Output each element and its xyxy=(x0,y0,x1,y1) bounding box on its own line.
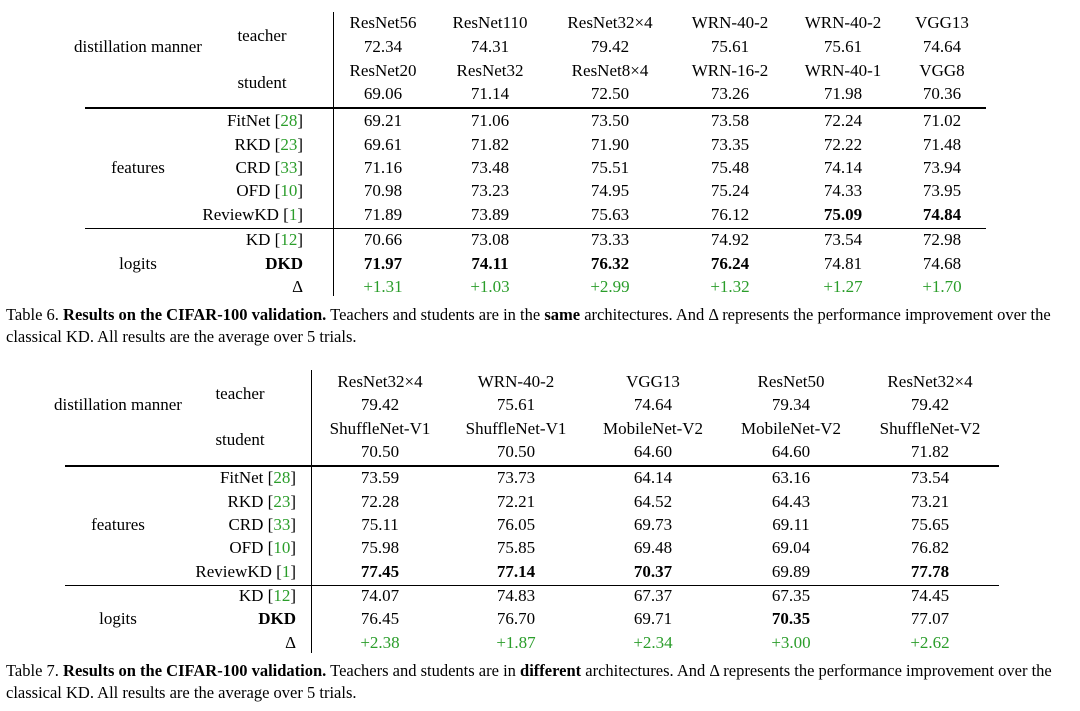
method-name: DKD xyxy=(265,254,303,273)
caption-prefix: Table 7. xyxy=(6,661,59,680)
teacher-label: teacher xyxy=(237,26,287,45)
citation-link[interactable]: 33 xyxy=(280,158,298,177)
table-cell: 77.78 xyxy=(910,562,950,581)
col-4-student-acc: 71.98 xyxy=(823,84,863,103)
group-logits-label: logits xyxy=(99,609,137,628)
table-cell: 77.14 xyxy=(496,562,536,581)
table-cell: 73.58 xyxy=(710,111,750,130)
table-cell: 69.89 xyxy=(771,562,811,581)
table-cell: 67.37 xyxy=(633,586,673,605)
table-cell: 64.52 xyxy=(633,492,673,511)
table-cell: 69.71 xyxy=(633,609,673,628)
method-label: KD [12] xyxy=(245,230,303,249)
method-name: DKD xyxy=(258,609,296,628)
col-2-teacher: VGG13 xyxy=(626,372,680,391)
col-1-teacher: WRN-40-2 xyxy=(477,372,555,391)
method-name: Δ xyxy=(285,633,296,652)
citation-link[interactable]: 23 xyxy=(280,135,298,154)
table-cell: 75.98 xyxy=(360,538,400,557)
table-cell: 69.04 xyxy=(771,538,811,557)
col-0-student-acc: 70.50 xyxy=(360,442,400,461)
distillation-manner-label: distillation manner xyxy=(74,37,202,56)
table-cell: 74.83 xyxy=(496,586,536,605)
col-0-teacher-acc: 72.34 xyxy=(363,37,403,56)
table-cell: +1.27 xyxy=(823,277,863,296)
table-cell: 76.45 xyxy=(360,609,400,628)
col-0-student: ResNet20 xyxy=(349,61,417,80)
col-4-teacher-acc: 79.42 xyxy=(910,395,950,414)
table-cell: 74.95 xyxy=(590,181,630,200)
table-cell: 76.32 xyxy=(590,254,630,273)
col-3-teacher-acc: 79.34 xyxy=(771,395,811,414)
col-3-teacher: WRN-40-2 xyxy=(691,13,769,32)
col-2-student-acc: 72.50 xyxy=(590,84,630,103)
method-name: CRD xyxy=(235,158,271,177)
col-1-student: ShuffleNet-V1 xyxy=(465,419,567,438)
method-label: FitNet [28] xyxy=(226,111,303,130)
col-1-teacher-acc: 74.31 xyxy=(470,37,510,56)
col-1-teacher: ResNet110 xyxy=(452,13,528,32)
caption-emph: different xyxy=(520,661,582,680)
table-cell: 74.68 xyxy=(922,254,962,273)
table-cell: 70.35 xyxy=(771,609,811,628)
method-label: ReviewKD [1] xyxy=(195,562,296,581)
table-cell: 73.35 xyxy=(710,135,750,154)
table-cell: 72.22 xyxy=(823,135,863,154)
method-label: KD [12] xyxy=(238,586,296,605)
caption-text2: architectures. And Δ represents the performance improvement over the classical KD. All results are the average over 5 trials. xyxy=(6,661,1052,702)
table-cell: 69.73 xyxy=(633,515,673,534)
caption-text1: Teachers and students are in xyxy=(330,661,516,680)
group-features-label: features xyxy=(91,515,145,534)
table-cell: 73.95 xyxy=(922,181,962,200)
table-cell: 71.02 xyxy=(922,111,962,130)
method-label: ReviewKD [1] xyxy=(202,205,303,224)
caption-emph: same xyxy=(544,305,581,324)
group-logits-label: logits xyxy=(119,254,157,273)
table-cell: 73.94 xyxy=(922,158,962,177)
table-cell: 69.48 xyxy=(633,538,673,557)
method-name: KD xyxy=(238,586,264,605)
col-4-student-acc: 71.82 xyxy=(910,442,950,461)
method-label: OFD [10] xyxy=(236,181,303,200)
table-cell: 76.05 xyxy=(496,515,536,534)
col-2-teacher-acc: 79.42 xyxy=(590,37,630,56)
method-name: ReviewKD xyxy=(195,562,272,581)
table-cell: 72.21 xyxy=(496,492,536,511)
table-cell: 71.89 xyxy=(363,205,403,224)
table-cell: 72.28 xyxy=(360,492,400,511)
col-5-student-acc: 70.36 xyxy=(922,84,962,103)
col-4-teacher: ResNet32×4 xyxy=(887,372,973,391)
table-cell: 73.59 xyxy=(360,468,400,487)
method-name: RKD xyxy=(227,492,264,511)
table-cell: 71.97 xyxy=(363,254,403,273)
table-cell: 75.63 xyxy=(590,205,630,224)
table-cell: 73.21 xyxy=(910,492,950,511)
table-cell: 73.54 xyxy=(910,468,950,487)
table-cell: 74.11 xyxy=(471,254,509,273)
table-cell: 67.35 xyxy=(771,586,811,605)
citation-link[interactable]: 28 xyxy=(273,468,291,487)
table-cell: 71.90 xyxy=(590,135,630,154)
table-cell: 73.50 xyxy=(590,111,630,130)
table-cell: +2.99 xyxy=(590,277,630,296)
method-label: CRD [33] xyxy=(235,158,303,177)
table-cell: 74.81 xyxy=(823,254,863,273)
table-cell: 75.11 xyxy=(361,515,399,534)
citation-link[interactable]: 12 xyxy=(280,230,298,249)
method-label: CRD [33] xyxy=(228,515,296,534)
col-5-teacher: VGG13 xyxy=(915,13,969,32)
citation-link[interactable]: 28 xyxy=(280,111,298,130)
table-cell: 75.65 xyxy=(910,515,950,534)
col-0-teacher: ResNet56 xyxy=(349,13,417,32)
col-1-student-acc: 71.14 xyxy=(470,84,510,103)
table-cell: 74.84 xyxy=(922,205,962,224)
caption-bold: Results on the CIFAR-100 validation. xyxy=(63,305,327,324)
table-cell: +1.31 xyxy=(363,277,403,296)
table-cell: 75.09 xyxy=(823,205,863,224)
group-features-label: features xyxy=(111,158,165,177)
caption-text1: Teachers and students are in the xyxy=(330,305,541,324)
table-cell: 72.98 xyxy=(922,230,962,249)
table-cell: 69.21 xyxy=(363,111,403,130)
table-cell: +3.00 xyxy=(771,633,811,652)
col-4-student: ShuffleNet-V2 xyxy=(879,419,981,438)
method-label xyxy=(258,609,296,629)
col-2-student-acc: 64.60 xyxy=(633,442,673,461)
teacher-label: teacher xyxy=(215,384,265,403)
table-cell: 73.73 xyxy=(496,468,536,487)
table-cell: 69.61 xyxy=(363,135,403,154)
col-4-student: WRN-40-1 xyxy=(804,61,882,80)
student-label: student xyxy=(237,73,287,92)
col-0-teacher: ResNet32×4 xyxy=(337,372,423,391)
table-cell: +1.70 xyxy=(922,277,962,296)
table-cell: 73.33 xyxy=(590,230,630,249)
table-cell: +1.03 xyxy=(470,277,510,296)
method-name: FitNet xyxy=(219,468,264,487)
table-cell: 77.07 xyxy=(910,609,950,628)
table-cell: 63.16 xyxy=(771,468,811,487)
table-cell: 76.24 xyxy=(710,254,750,273)
table-cell: +2.38 xyxy=(360,633,400,652)
col-3-student-acc: 73.26 xyxy=(710,84,750,103)
student-label: student xyxy=(215,430,265,449)
citation-link[interactable]: 10 xyxy=(280,181,298,200)
table-cell: 73.08 xyxy=(470,230,510,249)
table-cell: 70.37 xyxy=(633,562,673,581)
col-3-teacher-acc: 75.61 xyxy=(710,37,750,56)
table-7-header-rule xyxy=(65,465,999,467)
distillation-manner-label: distillation manner xyxy=(54,395,182,414)
table-cell: 69.11 xyxy=(772,515,810,534)
table-7-caption xyxy=(6,660,1076,704)
col-5-student: VGG8 xyxy=(919,61,965,80)
col-1-student-acc: 70.50 xyxy=(496,442,536,461)
method-name: OFD xyxy=(236,181,271,200)
col-4-teacher-acc: 75.61 xyxy=(823,37,863,56)
table-cell: 74.92 xyxy=(710,230,750,249)
citation-link[interactable]: 12 xyxy=(273,586,291,605)
table-cell: 72.24 xyxy=(823,111,863,130)
method-name: CRD xyxy=(228,515,264,534)
method-name: RKD xyxy=(234,135,271,154)
caption-text2: architectures. And Δ represents the performance improvement over the classical KD. All results are the average over 5 trials. xyxy=(6,305,1051,346)
table-cell: 74.33 xyxy=(823,181,863,200)
table-cell: 71.82 xyxy=(470,135,510,154)
method-name: Δ xyxy=(292,277,303,296)
col-1-student: ResNet32 xyxy=(456,61,524,80)
table-cell: 71.06 xyxy=(470,111,510,130)
citation-link[interactable]: 1 xyxy=(281,562,291,581)
table-cell: 76.82 xyxy=(910,538,950,557)
table-cell: +2.34 xyxy=(633,633,673,652)
method-name: FitNet xyxy=(226,111,271,130)
table-cell: 75.85 xyxy=(496,538,536,557)
table-cell: 74.45 xyxy=(910,586,950,605)
table-cell: 75.51 xyxy=(590,158,630,177)
col-2-student: ResNet8×4 xyxy=(571,61,649,80)
table-cell: 73.23 xyxy=(470,181,510,200)
table-cell: 74.14 xyxy=(823,158,863,177)
table-cell: 64.43 xyxy=(771,492,811,511)
table-7-vertical-rule xyxy=(311,370,312,653)
table-cell: 73.54 xyxy=(823,230,863,249)
col-3-student: MobileNet-V2 xyxy=(740,419,842,438)
method-label: RKD [23] xyxy=(227,492,296,511)
col-3-student-acc: 64.60 xyxy=(771,442,811,461)
table-cell: +2.62 xyxy=(910,633,950,652)
table-cell: 71.48 xyxy=(922,135,962,154)
table-cell: 74.07 xyxy=(360,586,400,605)
table-cell: 70.98 xyxy=(363,181,403,200)
table-cell: 70.66 xyxy=(363,230,403,249)
col-2-teacher-acc: 74.64 xyxy=(633,395,673,414)
table-cell: 73.48 xyxy=(470,158,510,177)
col-2-teacher: ResNet32×4 xyxy=(567,13,653,32)
col-3-teacher: ResNet50 xyxy=(757,372,825,391)
citation-link[interactable]: 1 xyxy=(288,205,298,224)
method-name: OFD xyxy=(229,538,264,557)
citation-link[interactable]: 33 xyxy=(273,515,291,534)
table-cell: 75.48 xyxy=(710,158,750,177)
col-0-student: ShuffleNet-V1 xyxy=(329,419,431,438)
col-3-student: WRN-16-2 xyxy=(691,61,769,80)
table-cell: +1.32 xyxy=(710,277,750,296)
citation-link[interactable]: 10 xyxy=(273,538,291,557)
table-cell: +1.87 xyxy=(496,633,536,652)
table-cell: 64.14 xyxy=(633,468,673,487)
col-2-student: MobileNet-V2 xyxy=(602,419,704,438)
table-cell: 75.24 xyxy=(710,181,750,200)
table-cell: 77.45 xyxy=(360,562,400,581)
caption-prefix: Table 6. xyxy=(6,305,59,324)
table-cell: 71.16 xyxy=(363,158,403,177)
caption-bold: Results on the CIFAR-100 validation. xyxy=(63,661,327,680)
method-label xyxy=(285,633,296,653)
col-0-teacher-acc: 79.42 xyxy=(360,395,400,414)
table-cell: 73.89 xyxy=(470,205,510,224)
method-label: OFD [10] xyxy=(229,538,296,557)
table-cell: 76.70 xyxy=(496,609,536,628)
method-label: RKD [23] xyxy=(234,135,303,154)
col-4-teacher: WRN-40-2 xyxy=(804,13,882,32)
col-0-student-acc: 69.06 xyxy=(363,84,403,103)
col-1-teacher-acc: 75.61 xyxy=(496,395,536,414)
citation-link[interactable]: 23 xyxy=(273,492,291,511)
table-cell: 76.12 xyxy=(710,205,750,224)
method-name: ReviewKD xyxy=(202,205,279,224)
method-label: FitNet [28] xyxy=(219,468,296,487)
col-5-teacher-acc: 74.64 xyxy=(922,37,962,56)
method-name: KD xyxy=(245,230,271,249)
